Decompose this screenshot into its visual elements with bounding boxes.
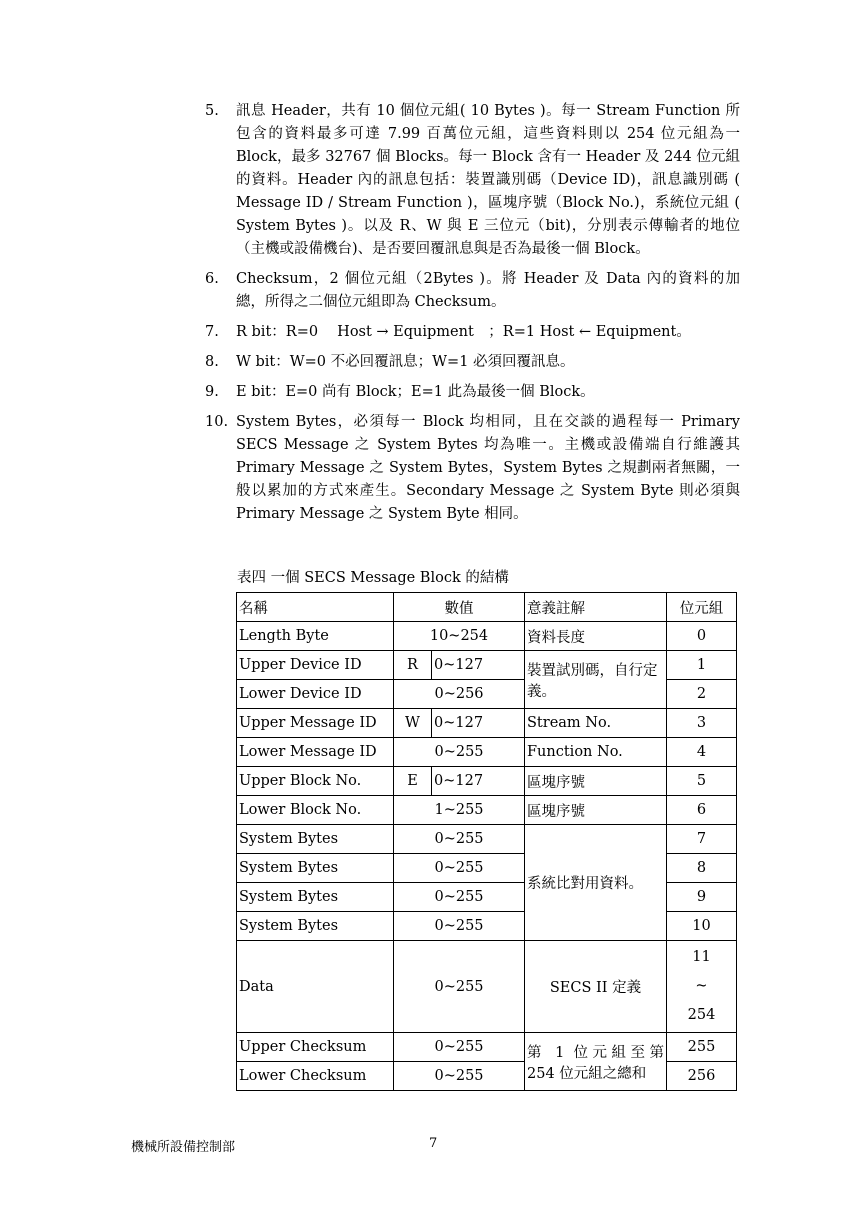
cell-name: Lower Message ID bbox=[237, 738, 394, 767]
cell-meaning: Function No. bbox=[525, 738, 667, 767]
list-item bbox=[205, 351, 740, 374]
item-text: 訊息 Header，共有 10 個位元組( 10 Bytes )。每一 Stream Function 所包含的資料最多可達 7.99 百萬位元組，這些資料則以 254 位元組為一 Block，最多 32767 個 Blocks。每一 Block 含有一 Header 及 244 位元組的資料。Header 內的訊息包括：裝置識別碼（Device ID)，訊息識別碼 ( Message ID / Stream Function )，區塊序號（Block No.)，系統位元組 ( System Bytes )。以及 R、W 與 E 三位元（bit)，分別表示傳輸者的地位（主機或設備機台)、是否要回覆訊息與是否為最後一個 Block。 bbox=[236, 103, 740, 257]
list-item bbox=[205, 381, 740, 404]
cell-flag: W bbox=[394, 709, 432, 738]
cell-value: 0~255 bbox=[394, 738, 525, 767]
cell-name: Lower Checksum bbox=[237, 1062, 394, 1091]
cell-byte: 5 bbox=[667, 767, 737, 796]
cell-byte: 2 bbox=[667, 680, 737, 709]
cell-value: 0~255 bbox=[394, 1062, 525, 1091]
cell-byte: 0 bbox=[667, 622, 737, 651]
cell-byte: 9 bbox=[667, 883, 737, 912]
cell-byte: 10 bbox=[667, 912, 737, 941]
table-row bbox=[237, 767, 737, 796]
item-number: 6. bbox=[205, 271, 219, 287]
cell-flag: R bbox=[394, 651, 432, 680]
cell-value: 0~255 bbox=[394, 883, 525, 912]
cell-value: 0~255 bbox=[394, 912, 525, 941]
list-item bbox=[205, 411, 740, 526]
cell-byte: 3 bbox=[667, 709, 737, 738]
table-row bbox=[237, 738, 737, 767]
cell-meaning: 資料長度 bbox=[525, 622, 667, 651]
cell-value: 0~255 bbox=[394, 1033, 525, 1062]
item-text: R bit：R=0 Host → Equipment ；R=1 Host ← Equipment。 bbox=[236, 324, 691, 340]
cell-name: System Bytes bbox=[237, 912, 394, 941]
table-caption: 表四 一個 SECS Message Block 的結構 bbox=[237, 570, 509, 586]
cell-byte: 4 bbox=[667, 738, 737, 767]
header-value: 數值 bbox=[394, 593, 525, 622]
cell-meaning: 裝置試別碼，自行定義。 bbox=[525, 651, 667, 709]
table-row bbox=[237, 941, 737, 1033]
cell-byte: 8 bbox=[667, 854, 737, 883]
cell-byte: 6 bbox=[667, 796, 737, 825]
cell-value: 0~255 bbox=[394, 941, 525, 1033]
table-header-row bbox=[237, 593, 737, 622]
table-row bbox=[237, 796, 737, 825]
cell-name: Upper Block No. bbox=[237, 767, 394, 796]
item-text: Checksum，2 個位元組（2Bytes )。將 Header 及 Data 內的資料的加總，所得之二個位元組即為 Checksum。 bbox=[236, 271, 740, 310]
page-number: 7 bbox=[429, 1136, 438, 1151]
item-text: W bit：W=0 不必回覆訊息；W=1 必須回覆訊息。 bbox=[236, 354, 575, 370]
item-text: System Bytes，必須每一 Block 均相同，且在交談的過程每一 Primary SECS Message 之 System Bytes 均為唯一。主機或設備端自行維護其 Primary Message 之 System Bytes，System Bytes 之規劃兩者無關，一般以累加的方式來產生。Secondary Message 之 System Byte 則必須與 Primary Message 之 System Byte 相同。 bbox=[236, 414, 740, 522]
byte-range-end: 254 bbox=[687, 1007, 716, 1023]
cell-byte: 7 bbox=[667, 825, 737, 854]
item-number: 9. bbox=[205, 384, 219, 400]
list-item bbox=[205, 100, 740, 261]
list-item bbox=[205, 321, 740, 344]
cell-value: 0~255 bbox=[394, 825, 525, 854]
table-row bbox=[237, 825, 737, 854]
cell-byte: 1 bbox=[667, 651, 737, 680]
cell-name: Upper Device ID bbox=[237, 651, 394, 680]
cell-value: 0~256 bbox=[394, 680, 525, 709]
cell-name: Upper Checksum bbox=[237, 1033, 394, 1062]
cell-value: 0~255 bbox=[394, 854, 525, 883]
cell-value: 0~127 bbox=[432, 709, 525, 738]
item-number: 8. bbox=[205, 354, 219, 370]
table-row bbox=[237, 622, 737, 651]
table-row bbox=[237, 709, 737, 738]
cell-meaning: 第 1 位元組至第 254 位元組之總和 bbox=[525, 1033, 667, 1091]
cell-value: 10~254 bbox=[394, 622, 525, 651]
item-text: E bit：E=0 尚有 Block；E=1 此為最後一個 Block。 bbox=[236, 384, 595, 400]
cell-byte: 256 bbox=[667, 1062, 737, 1091]
header-meaning: 意義註解 bbox=[525, 593, 667, 622]
footer-department: 機械所設備控制部 bbox=[131, 1140, 236, 1155]
table-row bbox=[237, 1033, 737, 1062]
item-number: 5. bbox=[205, 103, 219, 119]
cell-name: System Bytes bbox=[237, 883, 394, 912]
cell-flag: E bbox=[394, 767, 432, 796]
cell-name: Lower Block No. bbox=[237, 796, 394, 825]
cell-meaning: 區塊序號 bbox=[525, 796, 667, 825]
item-number: 10. bbox=[205, 414, 229, 430]
table-row bbox=[237, 651, 737, 680]
cell-meaning: Stream No. bbox=[525, 709, 667, 738]
cell-name: System Bytes bbox=[237, 854, 394, 883]
cell-name: Lower Device ID bbox=[237, 680, 394, 709]
cell-meaning: 系統比對用資料。 bbox=[525, 825, 667, 941]
cell-byte: 255 bbox=[667, 1033, 737, 1062]
secs-block-table bbox=[236, 592, 737, 1091]
cell-meaning: 區塊序號 bbox=[525, 767, 667, 796]
byte-range-start: 11 bbox=[692, 949, 711, 965]
cell-value: 1~255 bbox=[394, 796, 525, 825]
cell-name: Data bbox=[237, 941, 394, 1033]
cell-name: Upper Message ID bbox=[237, 709, 394, 738]
byte-range-sep: ~ bbox=[695, 978, 708, 994]
item-number: 7. bbox=[205, 324, 219, 340]
numbered-list bbox=[205, 100, 740, 533]
cell-byte bbox=[667, 941, 737, 1033]
cell-meaning: SECS II 定義 bbox=[525, 941, 667, 1033]
cell-name: System Bytes bbox=[237, 825, 394, 854]
cell-name: Length Byte bbox=[237, 622, 394, 651]
header-byte: 位元組 bbox=[667, 593, 737, 622]
cell-value: 0~127 bbox=[432, 767, 525, 796]
header-name: 名稱 bbox=[237, 593, 394, 622]
list-item bbox=[205, 268, 740, 314]
cell-value: 0~127 bbox=[432, 651, 525, 680]
